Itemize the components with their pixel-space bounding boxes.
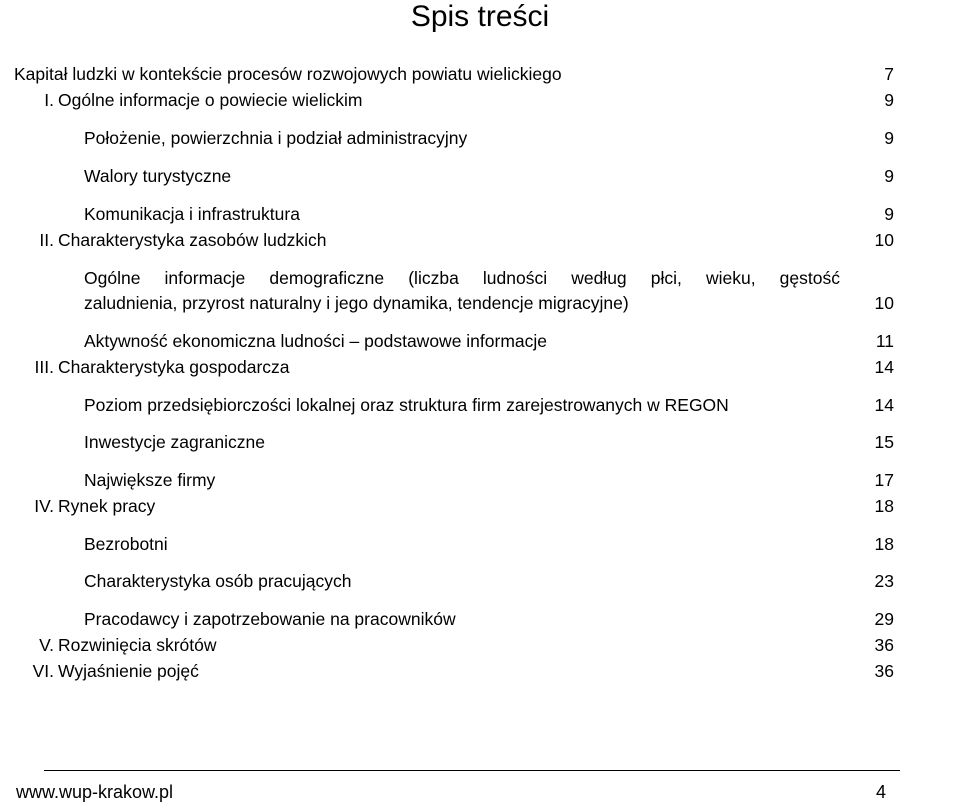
toc-section-number: I. <box>44 90 54 110</box>
toc-page-number: 9 <box>884 166 894 186</box>
toc-entry-label: Walory turystyczne <box>84 166 232 186</box>
toc-section-label: Ogólne informacje o powiecie wielickim <box>58 90 363 110</box>
toc-entry-label: Aktywność ekonomiczna ludności – podstawowe informacje <box>84 331 548 351</box>
toc-page-number: 36 <box>874 635 894 655</box>
toc-page-number: 10 <box>874 293 894 313</box>
toc-entry-label-line-2: zaludnienia, przyrost naturalny i jego dynamika, tendencje migracyjne) <box>84 293 629 313</box>
toc-entry-label: Komunikacja i infrastruktura <box>84 204 300 224</box>
toc-subentry-line-1[interactable]: Ogólne informacje demograficzne (liczba ludności według płci, wieku, gęstość <box>84 268 840 288</box>
toc-page-number: 17 <box>874 470 894 490</box>
toc-subentry[interactable] <box>0 533 960 555</box>
toc-section-6[interactable] <box>0 660 960 682</box>
toc-subentry[interactable] <box>0 570 960 592</box>
toc-page-number: 36 <box>874 661 894 681</box>
toc-entry-label: Położenie, powierzchnia i podział administracyjny <box>84 128 468 148</box>
toc-page-number: 9 <box>884 128 894 148</box>
toc-entry-label: Poziom przedsiębiorczości lokalnej oraz struktura firm zarejestrowanych w REGON <box>84 395 729 415</box>
toc-entry-label: Charakterystyka osób pracujących <box>84 571 352 591</box>
toc-subentry[interactable] <box>0 165 960 187</box>
toc-page-number: 15 <box>874 432 894 452</box>
toc-section-1[interactable] <box>0 89 960 111</box>
toc-section-number: V. <box>39 635 54 655</box>
toc-section-label: Charakterystyka gospodarcza <box>58 357 290 377</box>
toc-page-number: 18 <box>874 496 894 516</box>
toc-entry-label: Pracodawcy i zapotrzebowanie na pracowników <box>84 609 456 629</box>
footer-divider <box>44 770 900 771</box>
toc-subentry[interactable] <box>0 127 960 149</box>
toc-entry-label: Największe firmy <box>84 470 216 490</box>
toc-section-number: III. <box>34 357 54 377</box>
toc-entry-intro[interactable] <box>0 63 960 85</box>
toc-page-number: 29 <box>874 609 894 629</box>
toc-page-number: 9 <box>884 204 894 224</box>
toc-page-number: 11 <box>875 331 894 351</box>
toc-section-2[interactable] <box>0 229 960 251</box>
toc-section-4[interactable] <box>0 495 960 517</box>
toc-subentry[interactable] <box>0 431 960 453</box>
toc-section-5[interactable] <box>0 634 960 656</box>
toc-page-number: 7 <box>884 64 894 84</box>
toc-subentry[interactable] <box>0 469 960 491</box>
page-title: Spis treści <box>410 0 550 33</box>
toc-subentry[interactable] <box>0 608 960 630</box>
footer-page-number: 4 <box>875 782 886 802</box>
footer-url-link[interactable]: www.wup-krakow.pl <box>16 782 174 802</box>
toc-subentry[interactable] <box>0 394 960 416</box>
toc-subentry[interactable] <box>0 203 960 225</box>
toc-section-label: Charakterystyka zasobów ludzkich <box>58 230 327 250</box>
toc-section-label: Wyjaśnienie pojęć <box>58 661 199 681</box>
toc-subentry[interactable] <box>0 292 960 314</box>
toc-section-label: Rozwinięcia skrótów <box>58 635 217 655</box>
toc-section-number: VI. <box>32 661 54 681</box>
toc-page-number: 18 <box>874 534 894 554</box>
toc-entry-label: Bezrobotni <box>84 534 168 554</box>
toc-entry-label: Inwestycje zagraniczne <box>84 432 265 452</box>
toc-page-number: 23 <box>874 571 894 591</box>
toc-section-3[interactable] <box>0 356 960 378</box>
toc-subentry[interactable] <box>0 330 960 352</box>
toc-page-number: 10 <box>874 230 894 250</box>
toc-section-number: IV. <box>34 496 54 516</box>
toc-section-number: II. <box>39 230 54 250</box>
toc-entry-label: Kapitał ludzki w kontekście procesów rozwojowych powiatu wielickiego <box>14 64 562 84</box>
toc-page-number: 14 <box>874 357 894 377</box>
toc-page-number: 9 <box>884 90 894 110</box>
toc-section-label: Rynek pracy <box>58 496 156 516</box>
toc-page-number: 14 <box>874 395 894 415</box>
